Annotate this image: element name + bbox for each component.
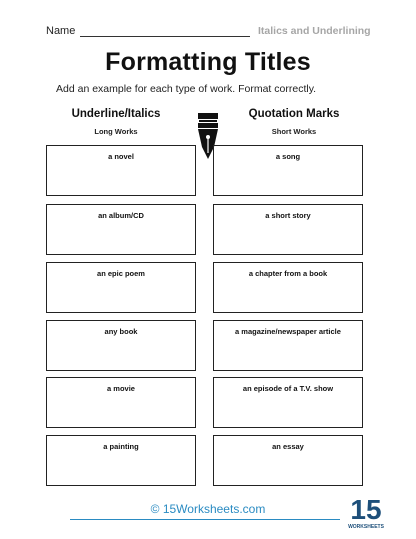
logo-word: WORKSHEETS [348,524,384,530]
box-label: a song [275,152,301,161]
answer-box-short-story[interactable] [213,204,363,255]
site-logo [348,492,384,532]
box-label: a painting [103,442,139,451]
answer-box-movie[interactable] [46,377,196,428]
name-label: Name [46,25,76,37]
answer-box-novel[interactable] [46,145,196,196]
box-label: a novel [108,152,134,161]
answer-box-album[interactable] [46,204,196,255]
box-label: an essay [272,442,304,451]
answer-box-article[interactable] [213,320,363,371]
answer-box-epic-poem[interactable] [46,262,196,313]
box-label: a chapter from a book [248,269,328,278]
name-line[interactable] [80,36,250,37]
answer-box-essay[interactable] [213,435,363,486]
answer-box-chapter[interactable] [213,262,363,313]
instructions: Add an example for each type of work. Format correctly. [56,83,317,95]
footer-underline [70,519,340,520]
answer-box-painting[interactable] [46,435,196,486]
answer-box-book[interactable] [46,320,196,371]
right-column-heading: Quotation Marks [248,108,340,120]
box-label: a movie [107,384,135,393]
box-label: an album/CD [98,211,144,220]
box-label: a magazine/newspaper article [235,327,341,336]
box-label: any book [104,327,138,336]
page-title: Formatting Titles [105,48,311,76]
logo-number: 15 [350,494,382,525]
box-label: an epic poem [97,269,145,278]
copyright-link[interactable]: © 15Worksheets.com [150,502,266,516]
right-column-subheading: Short Works [271,127,317,136]
header [46,24,372,40]
answer-box-tv-episode[interactable] [213,377,363,428]
topic-label: Italics and Underlining [258,25,371,37]
left-column-heading: Underline/Italics [71,108,161,120]
box-label: a short story [265,211,311,220]
left-column-subheading: Long Works [94,127,138,136]
answer-box-song[interactable] [213,145,363,196]
box-label: an episode of a T.V. show [242,384,334,393]
